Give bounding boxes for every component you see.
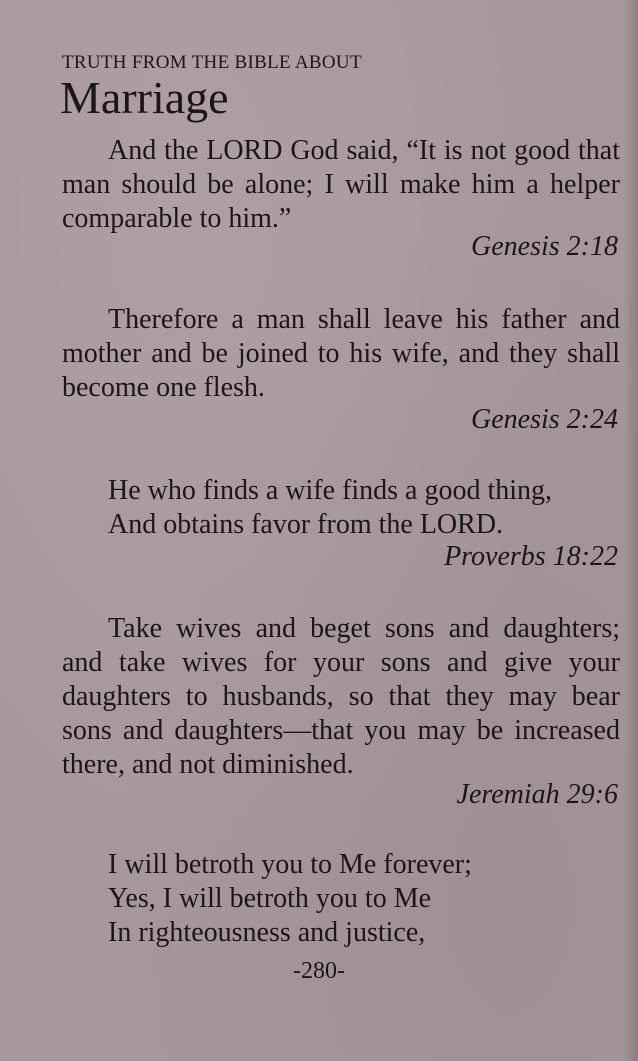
page-title: Marriage <box>60 72 229 123</box>
verse-text: And the LORD God said, “It is not good that man should be alone; I will make him a helper comparable to him.” <box>62 135 620 234</box>
verse-hosea-excerpt <box>108 848 472 950</box>
page-edge-shadow <box>624 0 638 1061</box>
verse-proverbs-18-22 <box>108 474 552 542</box>
verse-reference: Genesis 2:18 <box>471 231 618 262</box>
verse-line: In righteousness and justice, <box>108 917 426 948</box>
verse-genesis-2-24 <box>62 303 620 405</box>
verse-reference: Proverbs 18:22 <box>444 541 618 572</box>
verse-text: Take wives and beget sons and daughters; and take wives for your sons and give your daughters to husbands, so that they may bear sons and daughters—that you may be increased there, and not diminished. <box>62 613 620 780</box>
verse-genesis-2-18 <box>62 134 620 236</box>
verse-reference: Jeremiah 29:6 <box>456 779 618 810</box>
verse-jeremiah-29-6 <box>62 612 620 782</box>
verse-reference: Genesis 2:24 <box>471 404 618 435</box>
verse-line: And obtains favor from the LORD. <box>108 509 504 540</box>
verse-line: I will betroth you to Me forever; <box>108 849 472 880</box>
verse-text: Therefore a man shall leave his father and mother and be joined to his wife, and they shall become one flesh. <box>62 304 620 403</box>
verse-line: Yes, I will betroth you to Me <box>108 883 432 914</box>
section-kicker: TRUTH FROM THE BIBLE ABOUT <box>62 52 362 73</box>
page-number: -280- <box>293 958 345 984</box>
verse-line: He who finds a wife finds a good thing, <box>108 475 553 506</box>
